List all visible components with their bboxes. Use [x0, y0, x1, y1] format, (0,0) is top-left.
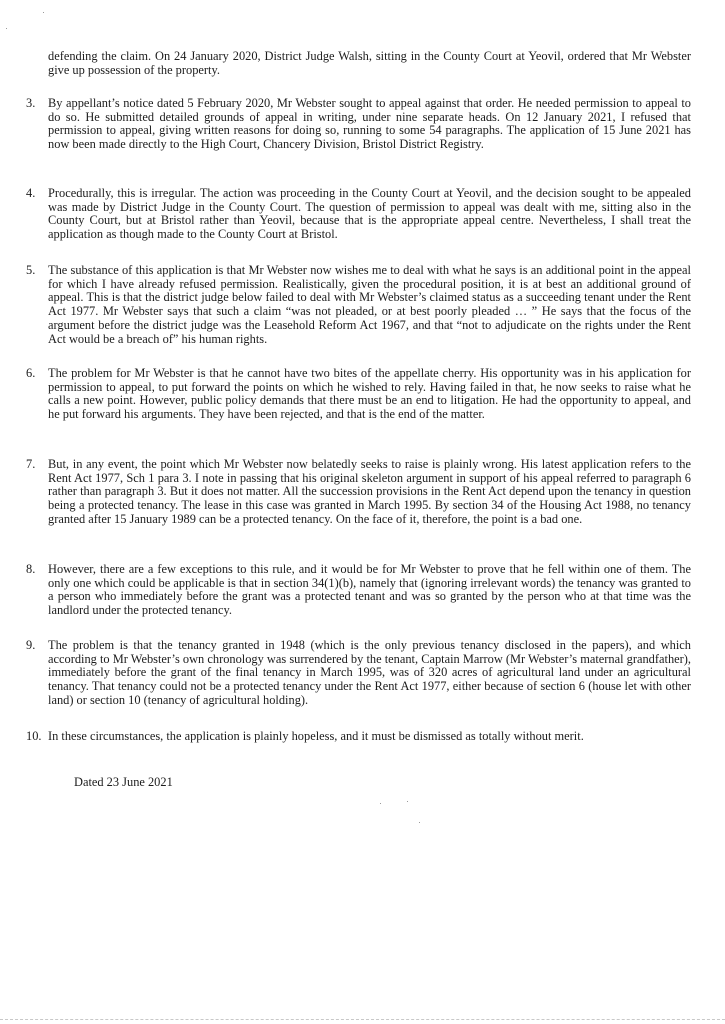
- paragraph-4: Procedurally, this is irregular. The action was proceeding in the County Court at Yeovil, and the decision sought to be appealed was made by District Judge in the County Court. The question of permission to appeal was dealt with me, sitting also in the County Court, but at Bristol rather than Yeovil, because that is the appropriate appeal centre. Nevertheless, I shall treat the application as though made to the County Court at Bristol.: [48, 186, 691, 242]
- paragraph-7: But, in any event, the point which Mr Webster now belatedly seeks to raise is plainly wrong. His latest application refers to the Rent Act 1977, Sch 1 para 3. I note in passing that his original skeleton argument in support of his appeal referred to paragraph 6 rather than paragraph 3. But it does not matter. All the succession provisions in the Rent Act depend upon the tenancy in question being a protected tenancy. The lease in this case was granted in March 1995. By section 34 of the Housing Act 1988, no tenancy granted after 15 January 1989 can be a protected tenancy. On the face of it, therefore, the point is a bad one.: [48, 457, 691, 526]
- scan-speck: [419, 822, 420, 823]
- paragraph-6: The problem for Mr Webster is that he cannot have two bites of the appellate cherry. His opportunity was in his application for permission to appeal, to put forward the points on which he wished to rely. Having failed in that, he now seeks to raise what he calls a new point. However, public policy demands that there must be an end to litigation. He had the opportunity to appeal, and he put forward his arguments. They have been rejected, and that is the end of the matter.: [48, 366, 691, 422]
- paragraph-number: 5.: [26, 263, 36, 277]
- paragraph-number: 6.: [26, 366, 36, 380]
- paragraph-number: 3.: [26, 96, 36, 110]
- paragraph-number: 4.: [26, 186, 36, 200]
- paragraph-10: In these circumstances, the application is plainly hopeless, and it must be dismissed as totally without merit.: [48, 729, 584, 743]
- scan-speck: [380, 803, 381, 804]
- scan-edge-line: [0, 1019, 725, 1021]
- scan-speck: [43, 12, 44, 13]
- paragraph-number: 7.: [26, 457, 36, 471]
- paragraph-number: 8.: [26, 562, 36, 576]
- scan-speck: [407, 801, 408, 802]
- paragraph-number: 10.: [26, 729, 42, 743]
- paragraph-3: By appellant’s notice dated 5 February 2020, Mr Webster sought to appeal against that order. He needed permission to appeal to do so. He submitted detailed grounds of appeal in writing, under nine separate heads. On 12 January 2021, I refused that permission to appeal, giving written reasons for doing so, running to some 54 paragraphs. The application of 15 June 2021 has now been made directly to the High Court, Chancery Division, Bristol District Registry.: [48, 96, 691, 152]
- date-line: Dated 23 June 2021: [74, 775, 173, 789]
- scan-speck: [6, 28, 7, 29]
- continuation-paragraph: defending the claim. On 24 January 2020, District Judge Walsh, sitting in the County Court at Yeovil, ordered that Mr Webster give up possession of the property.: [48, 49, 691, 77]
- paragraph-5: The substance of this application is that Mr Webster now wishes me to deal with what he says is an additional point in the appeal for which I have already refused permission. Realistically, given the procedural position, it is at best an additional ground of appeal. This is that the district judge below failed to deal with Mr Webster’s claimed status as a succeeding tenant under the Rent Act 1977. Mr Webster says that such a claim “was not pleaded, or at best poorly pleaded … ” He says that the focus of the argument before the district judge was the Leasehold Reform Act 1967, and that “not to adjudicate on the rights under the Rent Act would be a breach of” his human rights.: [48, 263, 691, 346]
- paragraph-9: The problem is that the tenancy granted in 1948 (which is the only previous tenancy disclosed in the papers), and which according to Mr Webster’s own chronology was surrendered by the tenant, Captain Marrow (Mr Webster’s maternal grandfather), immediately before the grant of the final tenancy in March 1995, was of 320 acres of agricultural land under an agricultural tenancy. That tenancy could not be a protected tenancy under the Rent Act 1977, either because of section 6 (house let with other land) or section 10 (tenancy of agricultural holding).: [48, 638, 691, 707]
- paragraph-8: However, there are a few exceptions to this rule, and it would be for Mr Webster to prove that he fell within one of them. The only one which could be applicable is that in section 34(1)(b), namely that (ignoring irrelevant words) the tenancy was granted to a person who immediately before the grant was a protected tenant and was so granted by the person who at that time was the landlord under the protected tenancy.: [48, 562, 691, 618]
- paragraph-number: 9.: [26, 638, 36, 652]
